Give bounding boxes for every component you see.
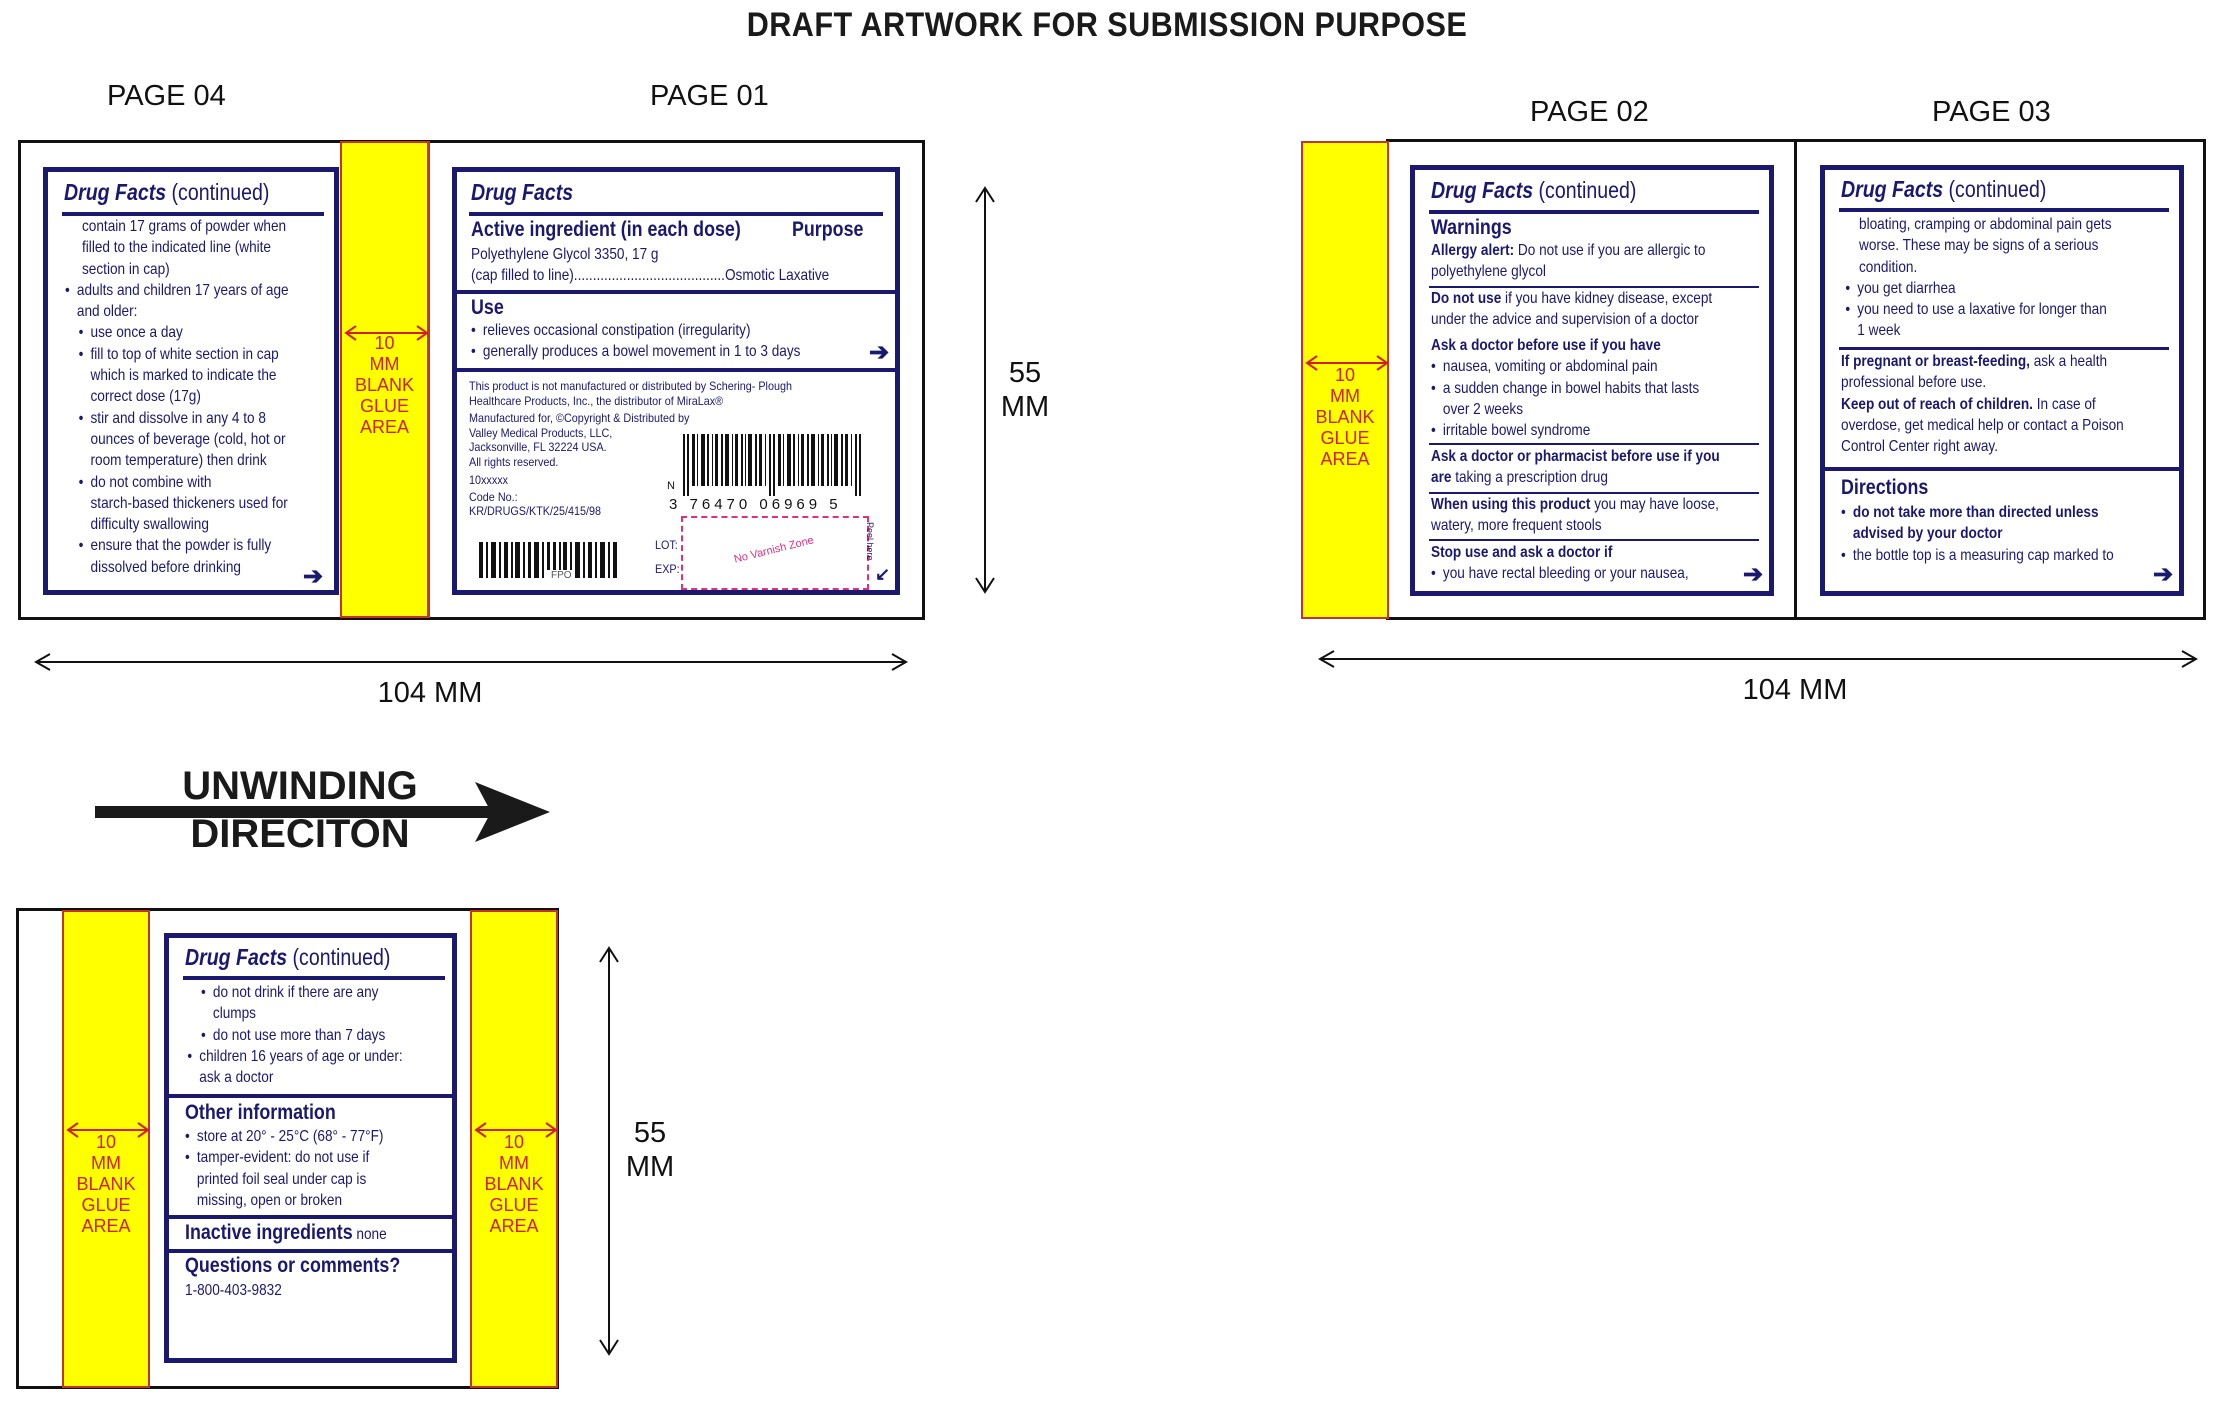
lot-label: LOT: bbox=[655, 538, 678, 552]
divider bbox=[1825, 467, 2181, 471]
unwinding-direction-label: UNWINDING DIRECITON bbox=[182, 764, 418, 856]
other-information-heading: Other information bbox=[185, 1101, 336, 1124]
purpose-heading: Purpose bbox=[792, 218, 864, 241]
glue-area-top-right bbox=[1301, 141, 1389, 619]
no-varnish-label: No Varnish Zone bbox=[732, 534, 815, 566]
divider bbox=[169, 1215, 452, 1219]
inactive-ingredients: Inactive ingredients none bbox=[185, 1221, 387, 1244]
divider bbox=[183, 976, 445, 980]
continue-arrow-icon: ➔ bbox=[1743, 561, 1764, 588]
divider bbox=[457, 290, 897, 294]
phone-number: 1-800-403-9832 bbox=[185, 1282, 282, 1299]
do-not-use: Do not use if you have kidney disease, except under the advice and supervision of a doctor bbox=[1431, 290, 1713, 329]
barcode-digits: 3 76470 06969 5 bbox=[669, 496, 842, 513]
drug-facts-heading: Drug Facts (continued) bbox=[185, 944, 391, 970]
width-dimension-label: 104 MM bbox=[1742, 674, 1848, 706]
drug-facts-heading: Drug Facts bbox=[471, 179, 574, 205]
exp-label: EXP: bbox=[655, 562, 680, 576]
panel-page-03 bbox=[1820, 165, 2184, 596]
manufacturer-info: This product is not manufactured or distributed by Schering- Plough Healthcare Products, Inc., the distributor of MiraLax® Manufactured for, ©Copyright & Distributed by Valley Medical Products, LLC, Jacksonville, FL 32224 USA. All rights reserved. 10xxxxx Code No.: KR/DRUGS/KTK/25/415/98 bbox=[469, 379, 792, 518]
divider bbox=[457, 368, 897, 372]
glue-label: 10 MM BLANK GLUE AREA bbox=[354, 333, 415, 437]
glue-area-bottom-left bbox=[62, 910, 150, 1388]
pregnancy-warning: If pregnant or breast-feeding, ask a health professional before use. Keep out of reach of children. In case of overdose, get medical help or contact a Poison Control Center right away. bbox=[1841, 353, 2124, 456]
glue-area-top-left bbox=[340, 141, 429, 618]
drug-facts-heading: Drug Facts (continued) bbox=[1841, 176, 2047, 202]
width-dimension-arrow bbox=[34, 650, 908, 674]
height-dimension-label: 55 MM bbox=[625, 1117, 675, 1183]
barcode-n: N bbox=[667, 480, 675, 492]
fpo-label: FPO bbox=[551, 570, 572, 581]
panel-page-04 bbox=[43, 167, 339, 595]
divider bbox=[1839, 347, 2169, 350]
drug-facts-heading: Drug Facts (continued) bbox=[64, 179, 270, 205]
page-label-01: PAGE 01 bbox=[650, 80, 769, 112]
directions-heading: Directions bbox=[1841, 476, 1929, 499]
stop-use: Stop use and ask a doctor if • you have rectal bleeding or your nausea, bbox=[1431, 542, 1771, 585]
divider bbox=[1429, 443, 1759, 445]
continue-arrow-icon: ➔ bbox=[869, 339, 890, 366]
ask-pharmacist: Ask a doctor or pharmacist before use if you are taking a prescription drug bbox=[1431, 448, 1720, 487]
upc-barcode bbox=[677, 434, 877, 496]
drug-facts-heading: Drug Facts (continued) bbox=[1431, 177, 1637, 203]
divider bbox=[169, 1094, 452, 1098]
stop-use-continued: bloating, cramping or abdominal pain gets worse. These may be signs of a serious condition. • you get diarrhea • you need to use a laxative for longer than 1 week bbox=[1859, 214, 2182, 342]
peel-here-label: Peel here bbox=[865, 522, 875, 561]
directions-list: • do not take more than directed unless advised by your doctor • the bottle top is a measuring cap marked to bbox=[1841, 502, 2181, 566]
divider bbox=[469, 212, 883, 216]
page-label-04: PAGE 04 bbox=[107, 80, 226, 112]
panel-page-02 bbox=[1410, 165, 1774, 596]
glue-label: 10 MM BLANK GLUE AREA bbox=[1315, 365, 1375, 469]
directions-continued: • do not drink if there are any clumps • do not use more than 7 days • children 16 years of age or under: ask a doctor bbox=[201, 982, 473, 1088]
use-list: • relieves occasional constipation (irregularity) • generally produces a bowel movement in 1 to 3 days bbox=[471, 320, 896, 363]
glue-label: 10 MM BLANK GLUE AREA bbox=[484, 1132, 544, 1236]
divider bbox=[428, 141, 430, 618]
directions-text: contain 17 grams of powder when filled to the indicated line (white section in cap) • adults and children 17 years of age and older: • use once a day • fill to top of white section in cap which is marked to indicate the correct dose (17g) • stir and dissolve in any 4 to 8 ounces of beverage (cold, hot or room temperature) then drink • do not combine with starch-based thickeners used for difficulty swallowing • ensure that the powder is fully dissolved before drinking bbox=[82, 216, 329, 578]
use-heading: Use bbox=[471, 296, 504, 319]
continue-arrow-icon: ➔ bbox=[303, 563, 324, 590]
other-information-list: • store at 20° - 25°C (68° - 77°F) • tamper-evident: do not use if printed foil seal under cap is missing, open or broken bbox=[185, 1126, 457, 1211]
allergy-alert: Allergy alert: Do not use if you are allergic to polyethylene glycol bbox=[1431, 242, 1706, 281]
width-dimension-label: 104 MM bbox=[377, 677, 483, 709]
glue-area-bottom-right bbox=[470, 910, 558, 1388]
panel-page-05 bbox=[164, 933, 457, 1363]
active-ingredient-heading: Active ingredient (in each dose) bbox=[471, 218, 741, 241]
peel-arrow-icon: ↙ bbox=[875, 564, 891, 584]
divider bbox=[1839, 208, 2169, 212]
divider bbox=[1429, 539, 1759, 541]
width-dimension-arrow bbox=[1318, 647, 2198, 671]
height-dimension-label: 55 MM bbox=[1000, 357, 1050, 423]
no-varnish-zone bbox=[681, 516, 869, 590]
divider bbox=[1794, 140, 1797, 619]
page-title: DRAFT ARTWORK FOR SUBMISSION PURPOSE bbox=[746, 6, 1468, 44]
divider bbox=[1429, 210, 1759, 214]
active-ingredient-text: Polyethylene Glycol 3350, 17 g (cap filled to line)........................................Osmotic Laxative bbox=[471, 246, 830, 285]
ask-doctor: Ask a doctor before use if you have • nausea, vomiting or abdominal pain • a sudden change in bowel habits that lasts over 2 weeks • irritable bowel syndrome bbox=[1431, 335, 1771, 441]
continue-arrow-icon: ➔ bbox=[2153, 561, 2174, 588]
panel-page-01 bbox=[452, 167, 900, 595]
page-label-02: PAGE 02 bbox=[1530, 96, 1649, 128]
questions-heading: Questions or comments? bbox=[185, 1254, 401, 1277]
divider bbox=[169, 1249, 452, 1253]
when-using: When using this product you may have loose, watery, more frequent stools bbox=[1431, 496, 1719, 535]
glue-label: 10 MM BLANK GLUE AREA bbox=[76, 1132, 136, 1236]
warnings-heading: Warnings bbox=[1431, 216, 1512, 239]
page-label-03: PAGE 03 bbox=[1932, 96, 2051, 128]
